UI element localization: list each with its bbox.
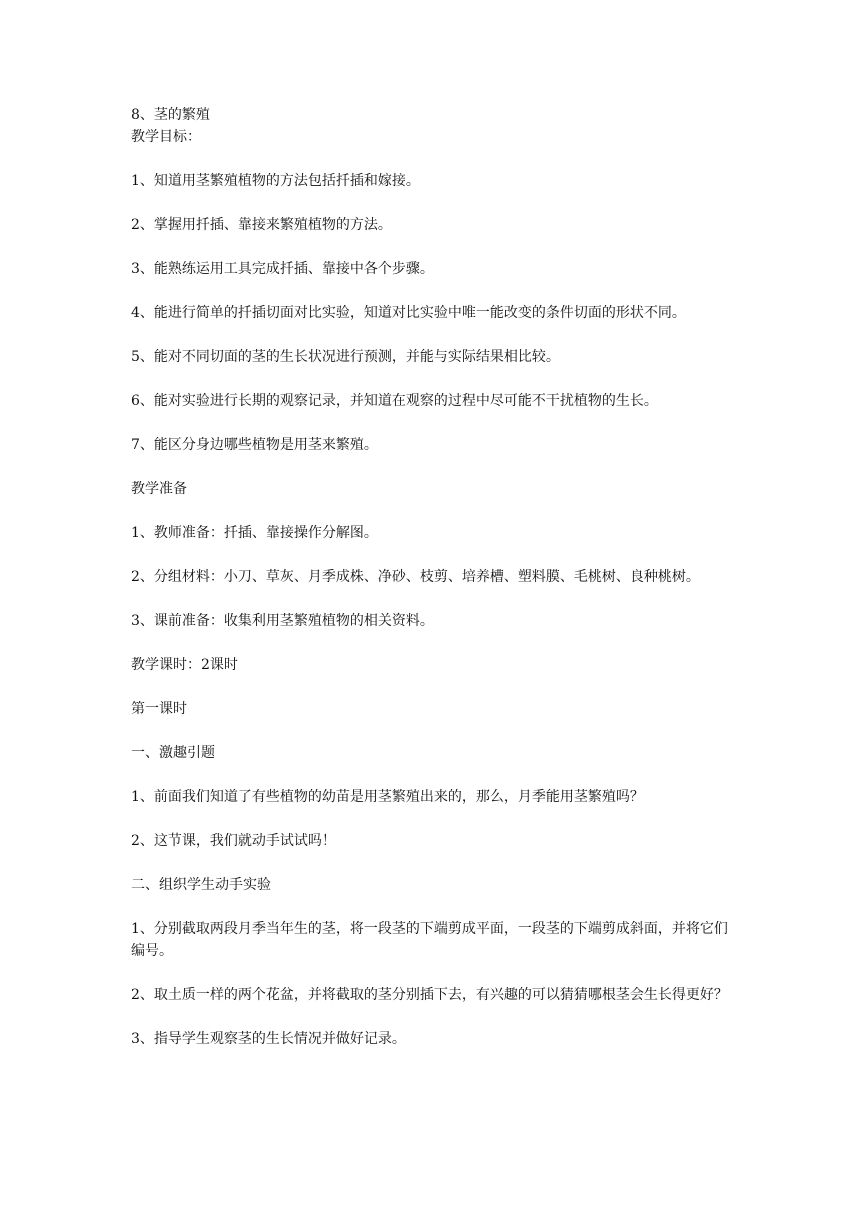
document-title: 8、茎的繁殖 [131, 107, 210, 123]
preparation-item: 1、教师准备：扦插、靠接操作分解图。 [131, 525, 378, 541]
section-item: 2、取土质一样的两个花盆，并将截取的茎分别插下去，有兴趣的可以猜猜哪根茎会生长得更好？ [131, 987, 728, 1003]
objectives-heading: 教学目标： [131, 129, 201, 145]
objective-item: 7、能区分身边哪些植物是用茎来繁殖。 [131, 437, 378, 453]
section-heading: 一、激趣引题 [131, 745, 215, 761]
lesson-heading: 第一课时 [131, 701, 187, 717]
objective-item: 1、知道用茎繁殖植物的方法包括扦插和嫁接。 [131, 173, 420, 189]
section-item: 1、分别截取两段月季当年生的茎，将一段茎的下端剪成平面，一段茎的下端剪成斜面，并将它们编号。 [131, 921, 728, 959]
section-item: 1、前面我们知道了有些植物的幼苗是用茎繁殖出来的，那么，月季能用茎繁殖吗？ [131, 789, 644, 805]
objective-item: 3、能熟练运用工具完成扦插、靠接中各个步骤。 [131, 261, 434, 277]
class-hours: 教学课时：2课时 [131, 657, 238, 673]
objective-item: 4、能进行简单的扦插切面对比实验，知道对比实验中唯一能改变的条件切面的形状不同。 [131, 305, 686, 321]
section-item: 2、这节课，我们就动手试试吗！ [131, 833, 336, 849]
preparation-item: 3、课前准备：收集利用茎繁殖植物的相关资料。 [131, 613, 434, 629]
objective-item: 6、能对实验进行长期的观察记录，并知道在观察的过程中尽可能不干扰植物的生长。 [131, 393, 658, 409]
section-item: 3、指导学生观察茎的生长情况并做好记录。 [131, 1031, 406, 1047]
document-page [131, 104, 741, 1050]
objective-item: 5、能对不同切面的茎的生长状况进行预测，并能与实际结果相比较。 [131, 349, 560, 365]
objective-item: 2、掌握用扦插、靠接来繁殖植物的方法。 [131, 217, 392, 233]
preparation-heading: 教学准备 [131, 481, 187, 497]
preparation-item: 2、分组材料：小刀、草灰、月季成株、净砂、枝剪、培养槽、塑料膜、毛桃树、良种桃树。 [131, 569, 700, 585]
section-heading: 二、组织学生动手实验 [131, 877, 271, 893]
